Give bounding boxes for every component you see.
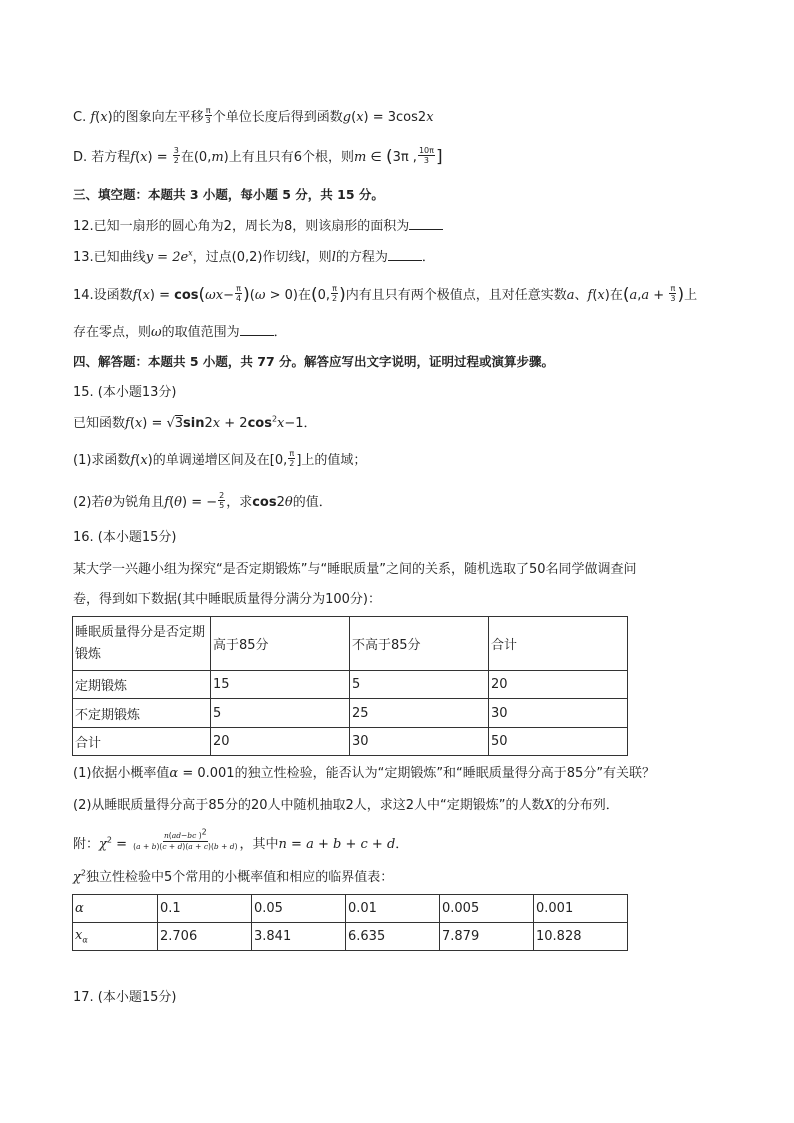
table-header-row: 睡眠质量得分是否定期锻炼 高于85分 不高于85分 合计 [73, 617, 628, 671]
table-row: 合计 20 30 50 [73, 728, 628, 756]
option-c: C. f(x)的图象向左平移 $\frac{\pi}{3}$ 个单位长度后得到函数g(x) = 3cos2x [73, 106, 434, 125]
question-16-part-1: (1)依据小概率值α = 0.001的独立性检验，能否认为“定期锻炼”和“睡眠质量得分高于85分”有关联？ [73, 766, 656, 781]
question-16-part-2: (2)从睡眠质量得分高于85分的20人中随机抽取2人，求这2人中“定期锻炼”的人数X的分布列． [73, 798, 619, 813]
question-17-header: 17. (本小题15分) [73, 990, 177, 1005]
option-d: D. 若方程f(x) = $\frac{3}{2}$ 在(0,m)上有且只有6个根，则m ∈ (3π , $\frac{10\pi}{3}$ ] [73, 146, 443, 167]
section-3-title: 三、填空题：本题共 3 小题，每小题 5 分，共 15 分。 [73, 187, 384, 202]
answer-blank [409, 217, 443, 230]
question-14-line-2: 存在零点，则ω的取值范围为 ． [73, 325, 287, 340]
table-row: 不定期锻炼 5 25 30 [73, 699, 628, 728]
sleep-exercise-table [72, 616, 628, 756]
critical-value-table [72, 894, 628, 951]
answer-blank [388, 248, 422, 261]
table-row: 定期锻炼 15 5 20 [73, 671, 628, 699]
question-15-part-2: (2)若θ为锐角且f(θ) = − $\frac{2}{5}$ ，求cos2θ的值． [73, 491, 332, 510]
section-4-title: 四、解答题：本题共 5 小题，共 77 分。解答应写出文字说明，证明过程或演算步骤。 [73, 354, 555, 369]
table-row: α 0.1 0.05 0.01 0.005 0.001 [73, 895, 628, 923]
fraction-pi-over-3: $\frac{\pi}{3}$ [205, 106, 211, 125]
table-row: $x_\alpha$ 2.706 3.841 6.635 7.879 10.828 [73, 923, 628, 951]
question-16-intro-2: 卷，得到如下数据(其中睡眠质量得分满分为100分)： [73, 592, 381, 607]
question-15-intro: 已知函数$f(x) = √3\sin 2x + 2\cos^2x-1$． [73, 414, 317, 431]
question-16-header: 16. (本小题15分) [73, 530, 177, 545]
question-12: 12.已知一扇形的圆心角为2，周长为8，则该扇形的面积为 [73, 217, 443, 236]
question-15-part-1: (1)求函数f(x)的单调递增区间及在[0, $\frac{\pi}{2}$ ]上的值域； [73, 449, 367, 468]
question-14-line-1: 14.设函数f(x) = cos(ωx− $\frac{\pi}{4}$ )(ω > 0)在(0, $\frac{\pi}{2}$ )内有且只有两个极值点，且对任意实数a、f(x)在(a,a + $\frac{\pi}{3}$ )上 [73, 284, 698, 305]
answer-blank [240, 323, 274, 336]
question-15-header: 15. (本小题13分) [73, 385, 177, 400]
chi-square-formula: 附：$\chi^2$ = $\frac{n(ad-bc )^2}{(a + b)(c + d)(a + c)(b + d)}$ ，其中n = a + b + c + d． [73, 827, 409, 852]
question-13: 13.已知曲线$y = 2e^x$，过点(0,2)作切线l，则l的方程为 ． [73, 248, 435, 265]
critical-table-title: $\chi^2$独立性检验中5个常用的小概率值和相应的临界值表： [73, 868, 394, 885]
question-16-intro-1: 某大学一兴趣小组为探究“是否定期锻炼”与“睡眠质量”之间的关系，随机选取了50名同学做调查问 [73, 562, 637, 577]
